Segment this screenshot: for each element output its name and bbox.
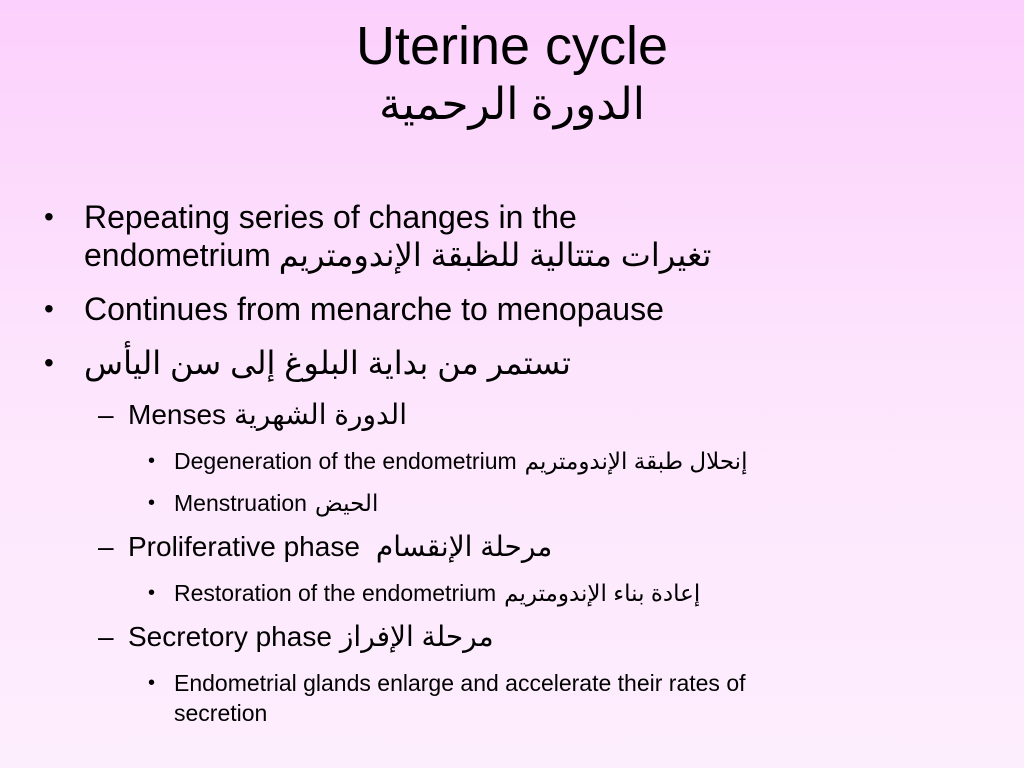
- sub-sub-bullet-text-arabic: إعادة بناء الإندومتريم: [504, 580, 701, 606]
- sub-bullet-text-english: Secretory phase: [128, 621, 332, 652]
- sub-bullet-text-english: Menses: [128, 399, 227, 430]
- bullet-marker: •: [44, 201, 54, 232]
- sub-sub-bullet-text-english: Restoration of the endometrium: [174, 580, 497, 606]
- sub-sub-bullet-text-line: secretion: [174, 700, 268, 726]
- sub-bullet-item: [0, 620, 1024, 654]
- dash-marker: –: [98, 621, 114, 652]
- slide-title: [0, 14, 1024, 132]
- sub-bullet-item: [0, 530, 1024, 564]
- bullet-marker: •: [148, 582, 156, 604]
- sub-sub-bullet-text-arabic: إنحلال طبقة الإندومتريم: [524, 448, 748, 474]
- sub-sub-bullet-item: [0, 488, 1024, 518]
- bullet-text-english: endometrium: [84, 237, 271, 273]
- bullet-marker: •: [148, 492, 156, 514]
- bullet-text: Continues from menarche to menopause: [84, 291, 664, 327]
- dash-marker: –: [98, 531, 114, 562]
- bullet-marker: •: [148, 672, 156, 694]
- bullet-item: [0, 290, 1024, 328]
- sub-sub-bullet-text-english: Degeneration of the endometrium: [174, 448, 517, 474]
- bullet-marker: •: [148, 450, 156, 472]
- sub-sub-bullet-item: [0, 668, 1024, 728]
- bullet-text-line: Repeating series of changes in the: [84, 199, 577, 235]
- sub-bullet-text-arabic: مرحلة الإنقسام: [375, 531, 553, 562]
- bullet-item: [0, 198, 1024, 274]
- bullet-text-arabic: تغيرات متتالية للظبقة الإندومتريم: [278, 237, 712, 273]
- bullet-marker: •: [44, 347, 54, 378]
- title-arabic: الدورة الرحمية: [379, 80, 645, 129]
- bullet-item: [0, 344, 1024, 382]
- sub-bullet-text-english: Proliferative phase: [128, 531, 360, 562]
- sub-sub-bullet-text-english: Menstruation: [174, 490, 307, 516]
- sub-sub-bullet-item: [0, 446, 1024, 476]
- sub-bullet-text-arabic: مرحلة الإفراز: [339, 621, 494, 652]
- sub-sub-bullet-item: [0, 578, 1024, 608]
- bullet-list: [0, 198, 1024, 740]
- dash-marker: –: [98, 399, 114, 430]
- sub-bullet-text-arabic: الدورة الشهرية: [234, 399, 407, 430]
- bullet-marker: •: [44, 293, 54, 324]
- bullet-text-arabic: تستمر من بداية البلوغ إلى سن اليأس: [84, 345, 571, 381]
- sub-sub-bullet-text-arabic: الحيض: [314, 490, 379, 516]
- title-english: Uterine cycle: [355, 16, 669, 76]
- sub-sub-bullet-text-line: Endometrial glands enlarge and accelerate their rates of: [174, 670, 746, 696]
- sub-bullet-item: [0, 398, 1024, 432]
